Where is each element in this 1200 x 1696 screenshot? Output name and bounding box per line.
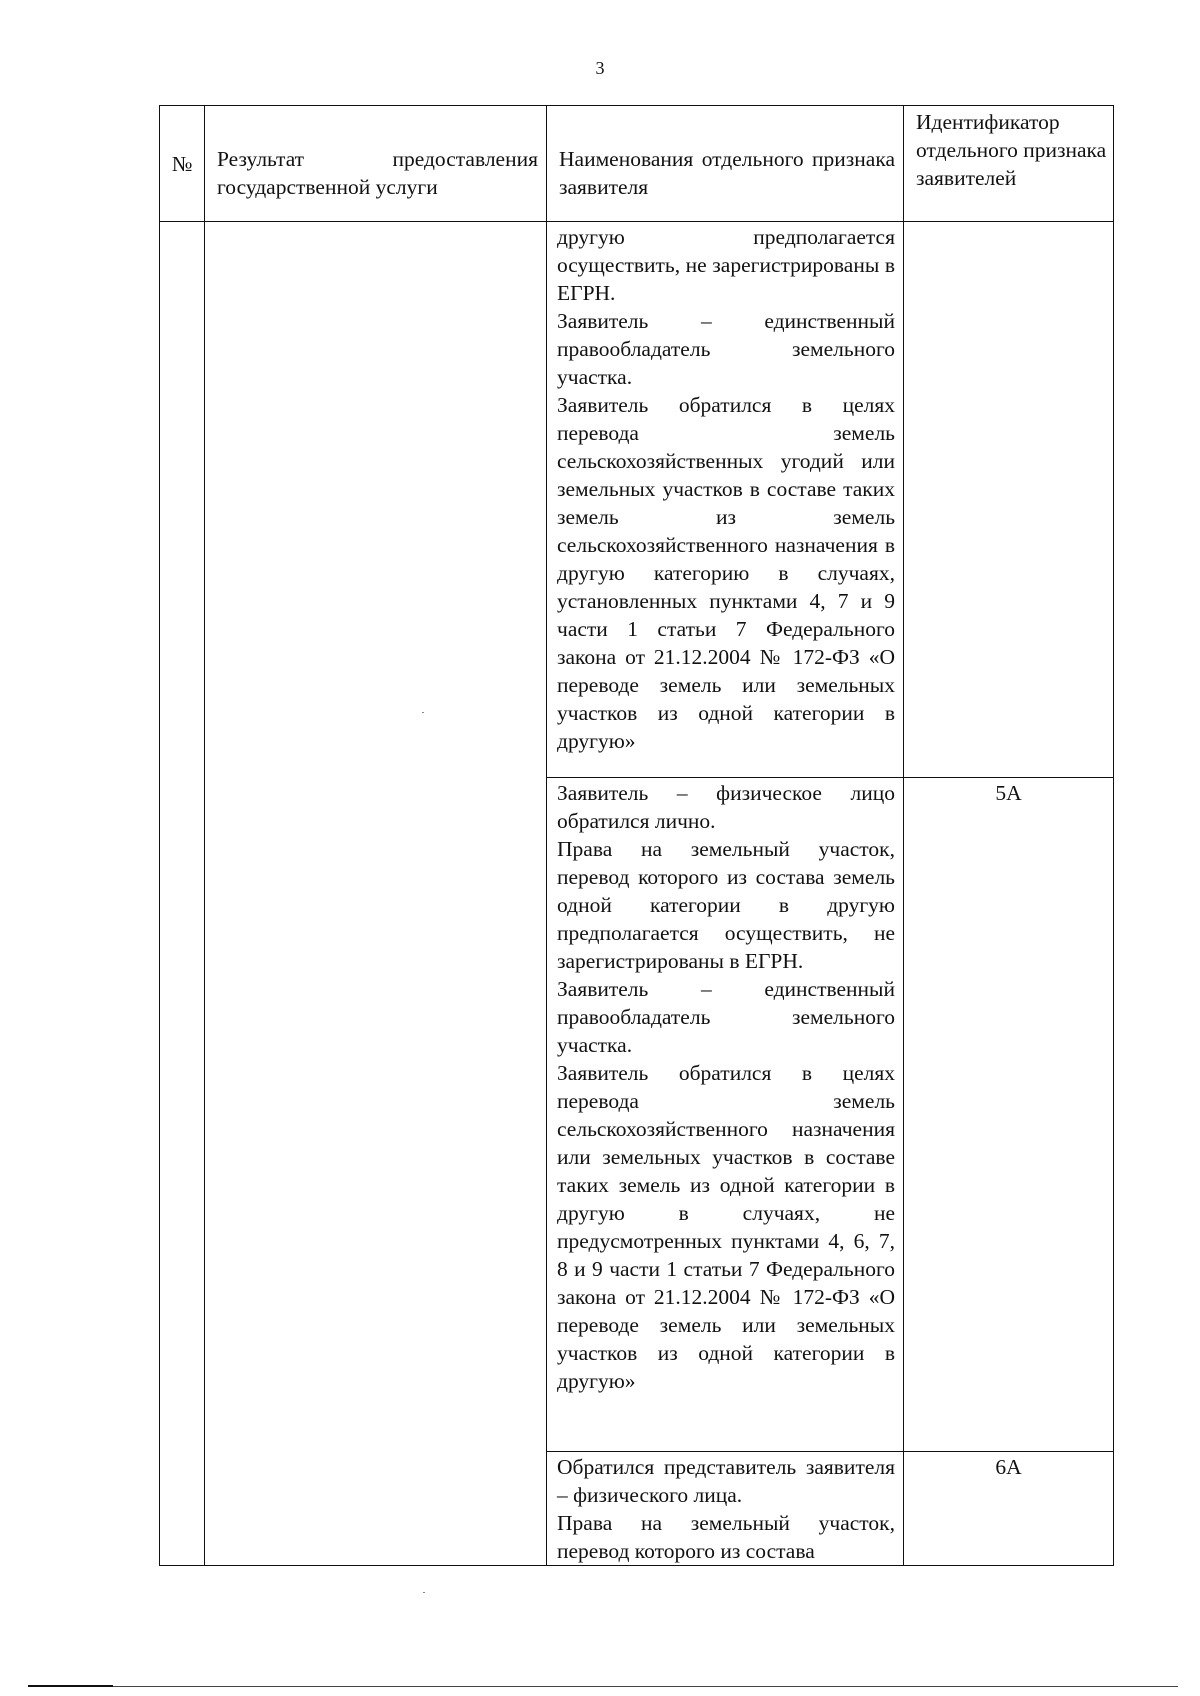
service-result-cell [205, 222, 547, 1566]
criterion-paragraph: Заявитель – физическое лицо обратился лично. [557, 781, 895, 833]
criterion-paragraph: Заявитель – единственный правообладатель земельного участка. [557, 309, 895, 389]
page-bottom-rule-mark [28, 1685, 113, 1687]
criterion-paragraph: другую предполагается осуществить, не зарегистрированы в ЕГРН. [557, 225, 895, 305]
criterion-text [557, 779, 895, 1395]
table-header-row [160, 106, 1114, 222]
criterion-text-cell [547, 778, 904, 1452]
criterion-paragraph: Права на земельный участок, перевод которого из состава земель одной категории в другую предполагается осуществить, не зарегистрированы в ЕГРН. [557, 837, 895, 973]
number-cell [160, 222, 205, 1566]
header-number: № [160, 106, 205, 222]
page-number: 3 [595, 58, 605, 78]
criterion-paragraph: Заявитель обратился в целях перевода земель сельскохозяйственных угодий или земельных участков в составе таких земель из земель сельскохозяйственного назначения в другую категорию в случаях, установленных пунктами 4, 7 и 9 части 1 статьи 7 Федерального закона от 21.12.2004 № 172-ФЗ «О переводе земель или земельных участков из одной категории в другую» [557, 393, 895, 753]
criterion-paragraph: Заявитель – единственный правообладатель земельного участка. [557, 977, 895, 1057]
header-criterion-id: Идентификатор отдельного признака заявителей [904, 106, 1114, 222]
criterion-text [557, 1453, 895, 1565]
criterion-text-cell [547, 1452, 904, 1566]
criterion-paragraph: Заявитель обратился в целях перевода земель сельскохозяйственного назначения или земельных участков в составе таких земель из одной категории в другую в случаях, не предусмотренных пунктами 4, 6, 7, 8 и 9 части 1 статьи 7 Федерального закона от 21.12.2004 № 172-ФЗ «О переводе земель или земельных участков из одной категории в другую» [557, 1061, 895, 1393]
scan-speck [423, 1592, 425, 1593]
applicant-criteria-table [159, 105, 1114, 1566]
scan-speck [422, 712, 424, 713]
criterion-text [557, 223, 895, 755]
page-bottom-rule [28, 1686, 1178, 1687]
criterion-id-cell [904, 222, 1114, 778]
header-service-result: Результат предоставления государственной услуги [205, 106, 547, 222]
criterion-paragraph: Обратился представитель заявителя – физического лица. [557, 1455, 895, 1507]
criterion-paragraph: Права на земельный участок, перевод которого из состава [557, 1511, 895, 1563]
criterion-id-cell: 5А [904, 778, 1114, 1452]
criterion-id-cell: 6А [904, 1452, 1114, 1566]
table-row [160, 222, 1114, 778]
criterion-text-cell [547, 222, 904, 778]
header-applicant-criterion-name: Наименования отдельного признака заявителя [547, 106, 904, 222]
